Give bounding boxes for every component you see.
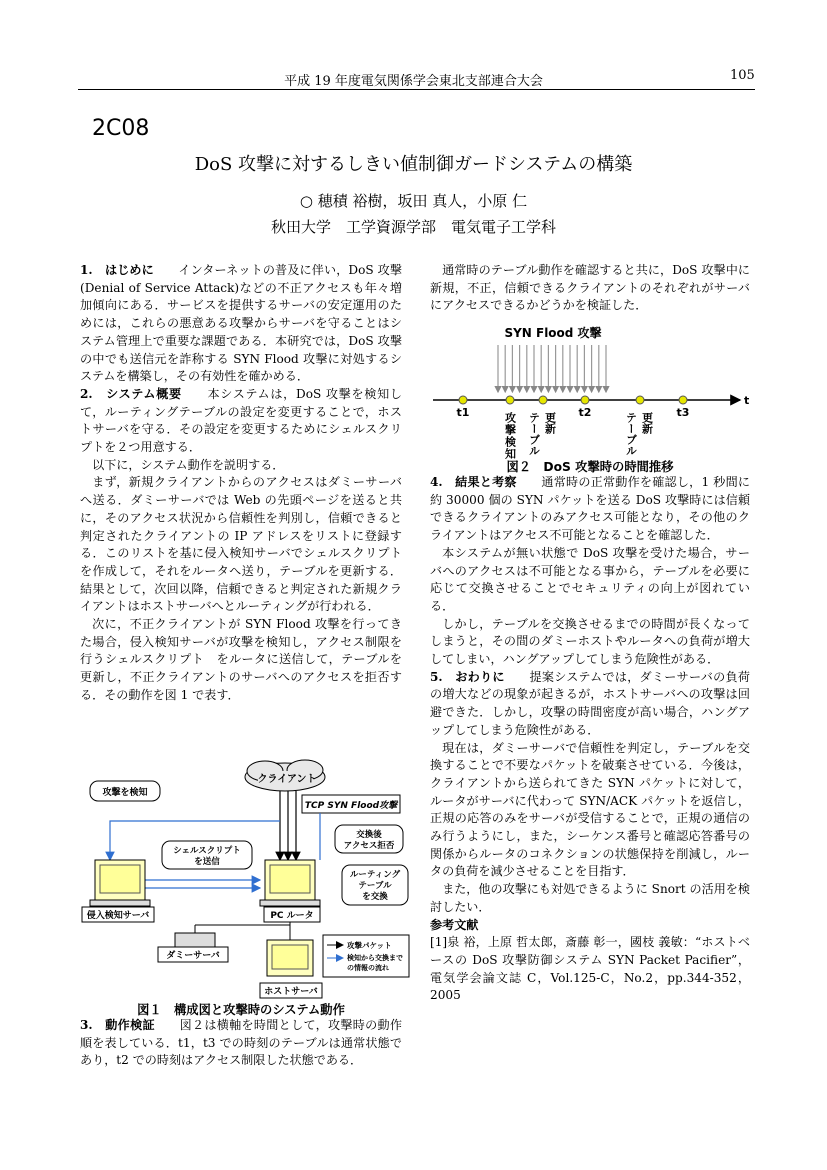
host-label: ホストサーバ — [264, 987, 318, 997]
dummy-label: ダミーサーバ — [166, 951, 220, 961]
figure-1-caption: 図１ 構成図と攻撃時のシステム動作 — [137, 1003, 345, 1017]
section-heading: 1. はじめに — [80, 263, 154, 277]
section-body: 図２は横軸を時間として，攻撃時の動作順を表している．t1，t3 での時刻のテーブルは通常状態であり，t2 での時刻はアクセス制限した状態である． — [80, 1018, 402, 1068]
tick-t3: t3 — [676, 406, 690, 419]
section-body: 通常時の正常動作を確認し，1 秒間に約 30000 個の SYN パケットを送る DoS 攻撃時には信頼できるクライアントのみアクセス可能となり，その他のクライアントはアクセス不可能となることを確認した． — [430, 475, 750, 543]
paper-title: DoS 攻撃に対するしきい値制御ガードシステムの構築 — [194, 154, 633, 175]
paragraph: 通常時のテーブル動作を確認すると共に，DoS 攻撃中に新規，不正，信頼できるクライアントのそれぞれがサーバにアクセスできるかどうかを検証した． — [430, 263, 750, 313]
paragraph: 次に，不正クライアントが SYN Flood 攻撃を行ってきた場合，侵入検知サーバが攻撃を検知し，アクセス制限を行うシェルスクリプト をルータに送信して，テーブルを更新し，不正クライアントのサーバへのアクセスを拒否する．その動作を図 1 で表す． — [80, 617, 402, 702]
section-3 — [80, 1017, 402, 1070]
left-column-bottom — [80, 1017, 402, 1070]
axis-label: t — [744, 394, 750, 407]
section-heading: 3. 動作検証 — [80, 1018, 155, 1032]
vertical-label-detect: 攻撃検知 — [503, 412, 517, 460]
attack-detect-label: 攻撃を検知 — [102, 788, 148, 798]
legend-flow-label: の情報の流れ — [347, 964, 389, 972]
section-4 — [430, 474, 750, 545]
vertical-label-update: 更新 — [543, 412, 557, 434]
left-column — [80, 262, 415, 705]
section-heading: 4. 結果と考察 — [430, 475, 517, 489]
figure-2-timeline — [428, 320, 753, 460]
references-heading: 参考文献 — [430, 917, 479, 932]
paper-authors: ○ 穂積 裕樹，坂田 真人，小原 仁 — [299, 192, 528, 210]
syn-packet-arrows — [498, 345, 606, 392]
section-1 — [80, 262, 402, 386]
figure-1-diagram — [80, 755, 410, 1000]
ids-label: 侵入検知サーバ — [86, 911, 150, 921]
router-computer-icon — [260, 860, 320, 906]
router-label: PC ルータ — [270, 911, 314, 921]
syn-flood-label: SYN Flood 攻撃 — [504, 326, 602, 340]
ids-computer-icon — [90, 860, 150, 906]
reference-item: [1]泉 裕，上原 哲太郎，斎藤 彰一，國枝 義敏：“ホストベースの DoS 攻撃防御システム SYN Packet Pacifier”，電気学会論文誌 C，Vol.125-C，No.2，pp.344-352，2005 — [430, 935, 750, 1003]
routing-swap-label: テーブル — [358, 881, 392, 891]
section-2 — [80, 386, 402, 457]
section-5 — [430, 669, 750, 740]
paper-code: 2C08 — [92, 116, 150, 141]
legend-attack-label: 攻撃パケット — [347, 941, 392, 950]
vertical-label-update: テーブル — [527, 412, 541, 456]
section-body: 提案システムでは，ダミーサーバの負荷の増大などの現象が起きるが，ホストサーバへの攻撃は回避できた．しかし，攻撃の時間密度が高い場合，ハングアップしてしまう危険性がある． — [430, 669, 750, 737]
after-swap-label: アクセス拒否 — [343, 841, 395, 851]
page-number: 105 — [730, 68, 755, 83]
section-body: インターネットの普及に伴い，DoS 攻撃(Denial of Service Attack)などの不正アクセスも年々増加傾向にある．サービスを提供するサーバの安定運用のためには，これらの悪意ある攻撃からサーバを守ることはシステム管理上で重要な課題である．本研究では，DoS 攻撃の中でも送信元を詐称する SYN Flood 攻撃に対処するシステムを構築し，その有効性を確かめる． — [80, 263, 402, 384]
tick-t2: t2 — [578, 406, 592, 419]
paper-affiliation: 秋田大学 工学資源学部 電気電子工学科 — [270, 218, 556, 236]
attack-arrows — [280, 791, 296, 860]
section-heading: 5. おわりに — [430, 669, 505, 684]
figure-2-caption: 図２ DoS 攻撃時の時間推移 — [506, 460, 674, 474]
host-computer-icon — [267, 940, 313, 976]
vertical-label-update: 更新 — [640, 412, 654, 434]
section-body: 本システムは，DoS 攻撃を検知して，ルーティングテーブルの設定を変更することで，ホストサーバを守る．その設定を変更するためにシェルスクリプトを２つ用意する． — [80, 386, 402, 455]
tcp-syn-label: TCP SYN Flood攻撃 — [304, 801, 398, 811]
paragraph: また，他の攻撃にも対処できるように Snort の活用を検討したい． — [430, 882, 750, 914]
paragraph: 現在は，ダミーサーバで信頼性を判定し，テーブルを交換することで不要なパケットを破棄させている．今後は，クライアントから送られてきた SYN パケットに対して，ルータがサーバに代わって SYN/ACK パケットを返信し，正規の応答のみをサーバが受信することで，正規の通信のみ行うようにし，また，シーケンス番号と確認応答番号の関係からルータのコネクションの状態保持を削減し，ルータの負荷を減少させることを目指す． — [430, 740, 750, 879]
after-swap-label: 交換後 — [356, 830, 382, 840]
conference-header: 平成 19 年度電気関係学会東北支部連合大会 — [284, 74, 543, 89]
routing-swap-label: ルーティング — [349, 870, 401, 880]
paragraph: 本システムが無い状態で DoS 攻撃を受けた場合，サーバへのアクセスは不可能となる事から，テーブルを必要に応じて交換させることでセキュリティの向上が図れている． — [430, 545, 750, 613]
send-script-label: シェルスクリプト — [173, 846, 241, 856]
paragraph: しかし，テーブルを交換させるまでの時間が長くなってしまうと，その間のダミーホストやルータへの負荷が増大してしまい，ハングアップしてしまう危険性がある． — [430, 616, 750, 667]
right-column-top — [430, 262, 750, 315]
dummy-computer-icon — [175, 933, 215, 947]
paragraph: 以下に，システム動作を説明する． — [92, 457, 285, 472]
tick-t1: t1 — [456, 406, 470, 419]
paragraph: まず，新規クライアントからのアクセスはダミーサーバへ送る．ダミーサーバでは Web の先頭ページを送ると共に，そのアクセス状況から信頼性を判別し，信頼できると判定されたクライアントの IP アドレスをリストに登録する．このリストを基に侵入検知サーバでシェルスクリプト を作成して，それをルータへ送り，テーブルを更新する．結果として，次回以降，信頼できると判定された新規クライアントはホストサーバへとルーティングが行われる． — [80, 475, 415, 614]
vertical-label-update: テーブル — [624, 412, 638, 456]
client-label: クライアント — [257, 774, 317, 785]
header-rule — [78, 89, 755, 90]
send-script-label: を送信 — [194, 857, 220, 867]
right-column-bottom — [430, 474, 750, 1005]
routing-swap-label: を交換 — [362, 892, 388, 902]
section-heading: 2. システム概要 — [80, 386, 182, 401]
legend-flow-label: 検知から交換まで — [347, 954, 403, 962]
